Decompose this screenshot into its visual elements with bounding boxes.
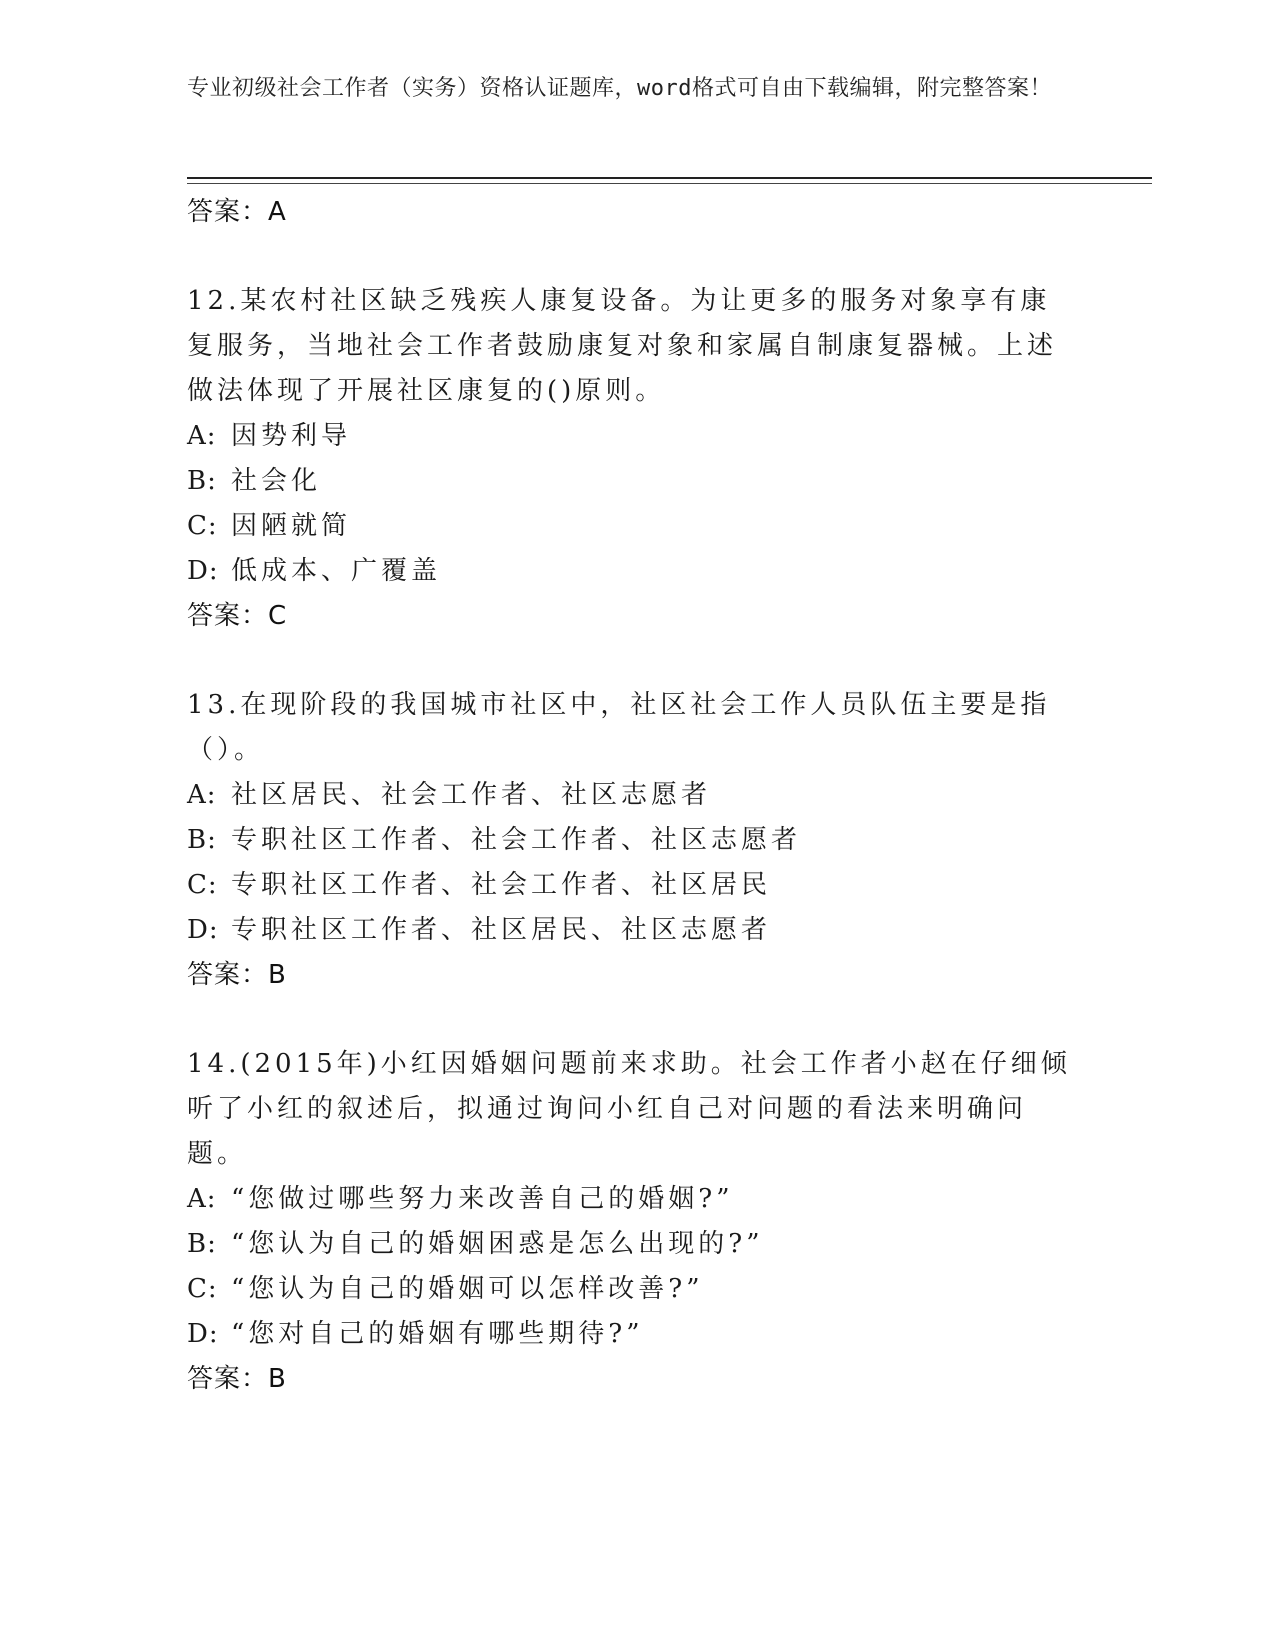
option-c bbox=[187, 863, 1087, 908]
option-text: “您做过哪些努力来改善自己的婚姻?” bbox=[231, 1184, 734, 1214]
option-d bbox=[187, 908, 1087, 953]
header-divider-thin bbox=[187, 183, 1152, 184]
question-12 bbox=[187, 279, 1087, 638]
option-text: “您认为自己的婚姻困惑是怎么出现的?” bbox=[231, 1229, 764, 1259]
option-letter: D: bbox=[187, 915, 219, 945]
option-letter: C: bbox=[187, 511, 218, 541]
option-text: “您认为自己的婚姻可以怎样改善?” bbox=[231, 1274, 704, 1304]
option-letter: A: bbox=[187, 780, 217, 810]
option-letter: A: bbox=[187, 421, 217, 451]
question-text: 14.(2015年)小红因婚姻问题前来求助。社会工作者小赵在仔细倾听了小红的叙述后，拟通过询问小红自己对问题的看法来明确问题。 bbox=[187, 1049, 1071, 1169]
question-answer: 答案：B bbox=[187, 1364, 287, 1394]
option-b bbox=[187, 1222, 1087, 1267]
document-body bbox=[187, 190, 1087, 1401]
option-a bbox=[187, 414, 1087, 459]
option-letter: B: bbox=[187, 1229, 217, 1259]
option-letter: B: bbox=[187, 466, 217, 496]
option-b bbox=[187, 818, 1087, 863]
option-letter: C: bbox=[187, 870, 218, 900]
option-text: 专职社区工作者、社会工作者、社区志愿者 bbox=[231, 825, 802, 855]
option-list bbox=[187, 1177, 1087, 1357]
option-c bbox=[187, 1267, 1087, 1312]
question-13 bbox=[187, 683, 1087, 997]
option-letter: D: bbox=[187, 1319, 219, 1349]
previous-question-answer: 答案：A bbox=[187, 197, 287, 227]
header-divider-thick bbox=[187, 177, 1152, 179]
option-c bbox=[187, 504, 1087, 549]
option-letter: C: bbox=[187, 1274, 218, 1304]
option-list bbox=[187, 414, 1087, 594]
option-text: 低成本、广覆盖 bbox=[231, 556, 442, 586]
question-14 bbox=[187, 1042, 1087, 1401]
option-list bbox=[187, 773, 1087, 953]
question-answer: 答案：C bbox=[187, 601, 288, 631]
option-letter: D: bbox=[187, 556, 219, 586]
option-b bbox=[187, 459, 1087, 504]
document-header: 专业初级社会工作者（实务）资格认证题库，word格式可自由下载编辑，附完整答案！ bbox=[187, 76, 1052, 101]
option-text: 社会化 bbox=[231, 466, 322, 496]
option-a bbox=[187, 773, 1087, 818]
option-text: “您对自己的婚姻有哪些期待?” bbox=[231, 1319, 644, 1349]
option-text: 专职社区工作者、社会工作者、社区居民 bbox=[231, 870, 772, 900]
option-text: 专职社区工作者、社区居民、社区志愿者 bbox=[231, 915, 772, 945]
question-answer: 答案：B bbox=[187, 960, 287, 990]
option-d bbox=[187, 1312, 1087, 1357]
question-text: 12.某农村社区缺乏残疾人康复设备。为让更多的服务对象享有康复服务，当地社会工作者鼓励康复对象和家属自制康复器械。上述做法体现了开展社区康复的()原则。 bbox=[187, 286, 1058, 406]
option-d bbox=[187, 549, 1087, 594]
option-text: 因势利导 bbox=[231, 421, 352, 451]
option-a bbox=[187, 1177, 1087, 1222]
option-text: 社区居民、社会工作者、社区志愿者 bbox=[231, 780, 712, 810]
option-letter: A: bbox=[187, 1184, 217, 1214]
question-text: 13.在现阶段的我国城市社区中，社区社会工作人员队伍主要是指（）。 bbox=[187, 690, 1051, 765]
option-letter: B: bbox=[187, 825, 217, 855]
option-text: 因陋就简 bbox=[231, 511, 352, 541]
